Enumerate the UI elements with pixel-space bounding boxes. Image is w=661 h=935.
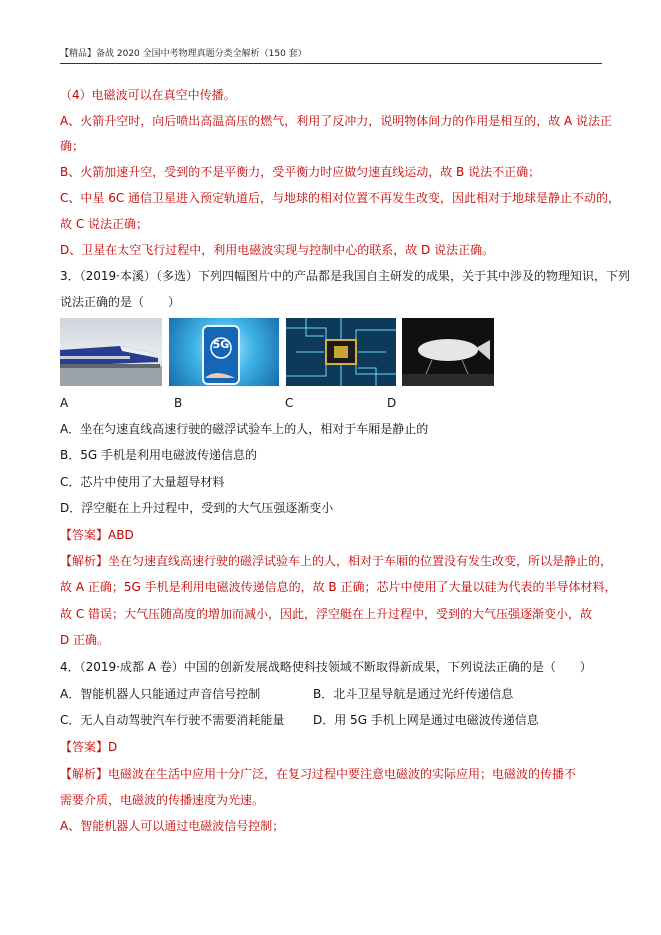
q3-option-a: A．坐在匀速直线高速行驶的磁浮试验车上的人，相对于车厢是静止的	[60, 422, 429, 436]
q3-stem-line2: 说法正确的是（ ）	[60, 295, 181, 309]
q3-option-b: B．5G 手机是利用电磁波传递信息的	[60, 448, 257, 462]
answer-c-line1: C、中星 6C 通信卫星进入预定轨道后，与地球的相对位置不再发生改变，因此相对于地球是静止不动的，	[60, 191, 621, 205]
answer-d: D、卫星在太空飞行过程中，利用电磁波实现与控制中心的联系，故 D 说法正确。	[60, 243, 495, 257]
header-rule	[60, 63, 602, 64]
maglev-train-image	[60, 318, 162, 386]
q4-stem: 4．（2019·成都 A 卷）中国的创新发展战略使科技领域不断取得新成果，下列说法正确的是（ ）	[60, 660, 592, 674]
chip-image	[286, 318, 396, 386]
answer-c-line2: 故 C 说法正确；	[60, 217, 149, 231]
q4-option-b: B．北斗卫星导航是通过光纤传递信息	[313, 687, 514, 701]
airship-image	[402, 318, 494, 386]
5g-phone-image	[169, 318, 279, 386]
q3-option-d: D．浮空艇在上升过程中，受到的大气压强逐渐变小	[60, 501, 334, 515]
q4-analysis-line3: A、智能机器人可以通过电磁波信号控制；	[60, 819, 285, 833]
answer-item-4: （4）电磁波可以在真空中传播。	[60, 88, 236, 102]
5g-phone-text: 5G	[212, 338, 230, 351]
q3-analysis-line3: 故 C 错误；大气压随高度的增加而减小，因此，浮空艇在上升过程中，受到的大气压强逐渐变小，故	[60, 607, 593, 621]
q4-analysis-line2: 需要介质，电磁波的传播速度为光速。	[60, 793, 265, 807]
q4-analysis-line1: 【解析】电磁波在生活中应用十分广泛，在复习过程中要注意电磁波的实际应用；电磁波的传播不	[60, 767, 577, 781]
answer-a-line2: 确；	[60, 139, 85, 153]
image-label-c: C	[285, 396, 294, 410]
q3-analysis-line2: 故 A 正确；5G 手机是利用电磁波传递信息的，故 B 正确；芯片中使用了大量以硅为代表的半导体材料，	[60, 580, 617, 594]
q4-option-a: A．智能机器人只能通过声音信号控制	[60, 687, 261, 701]
answer-a-line1: A、火箭升空时，向后喷出高温高压的燃气，利用了反冲力，说明物体间力的作用是相互的，故 A 说法正	[60, 114, 613, 128]
image-label-b: B	[174, 396, 183, 410]
q4-option-d: D．用 5G 手机上网是通过电磁波传递信息	[313, 713, 539, 727]
q3-analysis-line4: D 正确。	[60, 633, 110, 647]
image-label-d: D	[387, 396, 397, 410]
image-label-a: A	[60, 396, 69, 410]
q3-analysis-line1: 【解析】坐在匀速直线高速行驶的磁浮试验车上的人，相对于车厢的位置没有发生改变，所以是静止的，	[60, 554, 613, 568]
q4-option-c: C．无人自动驾驶汽车行驶不需要消耗能量	[60, 713, 285, 727]
q3-stem-line1: 3．（2019·本溪）（多选）下列四幅图片中的产品都是我国自主研发的成果，关于其中涉及的物理知识，下列	[60, 269, 630, 283]
page-header: 【精品】备战 2020 全国中考物理真题分类全解析（150 套）	[60, 49, 307, 59]
q4-answer: 【答案】D	[60, 740, 118, 754]
q3-answer: 【答案】ABD	[60, 528, 134, 542]
q3-option-c: C．芯片中使用了大量超导材料	[60, 475, 225, 489]
answer-b: B、火箭加速升空，受到的不是平衡力，受平衡力时应做匀速直线运动，故 B 说法不正确；	[60, 165, 541, 179]
